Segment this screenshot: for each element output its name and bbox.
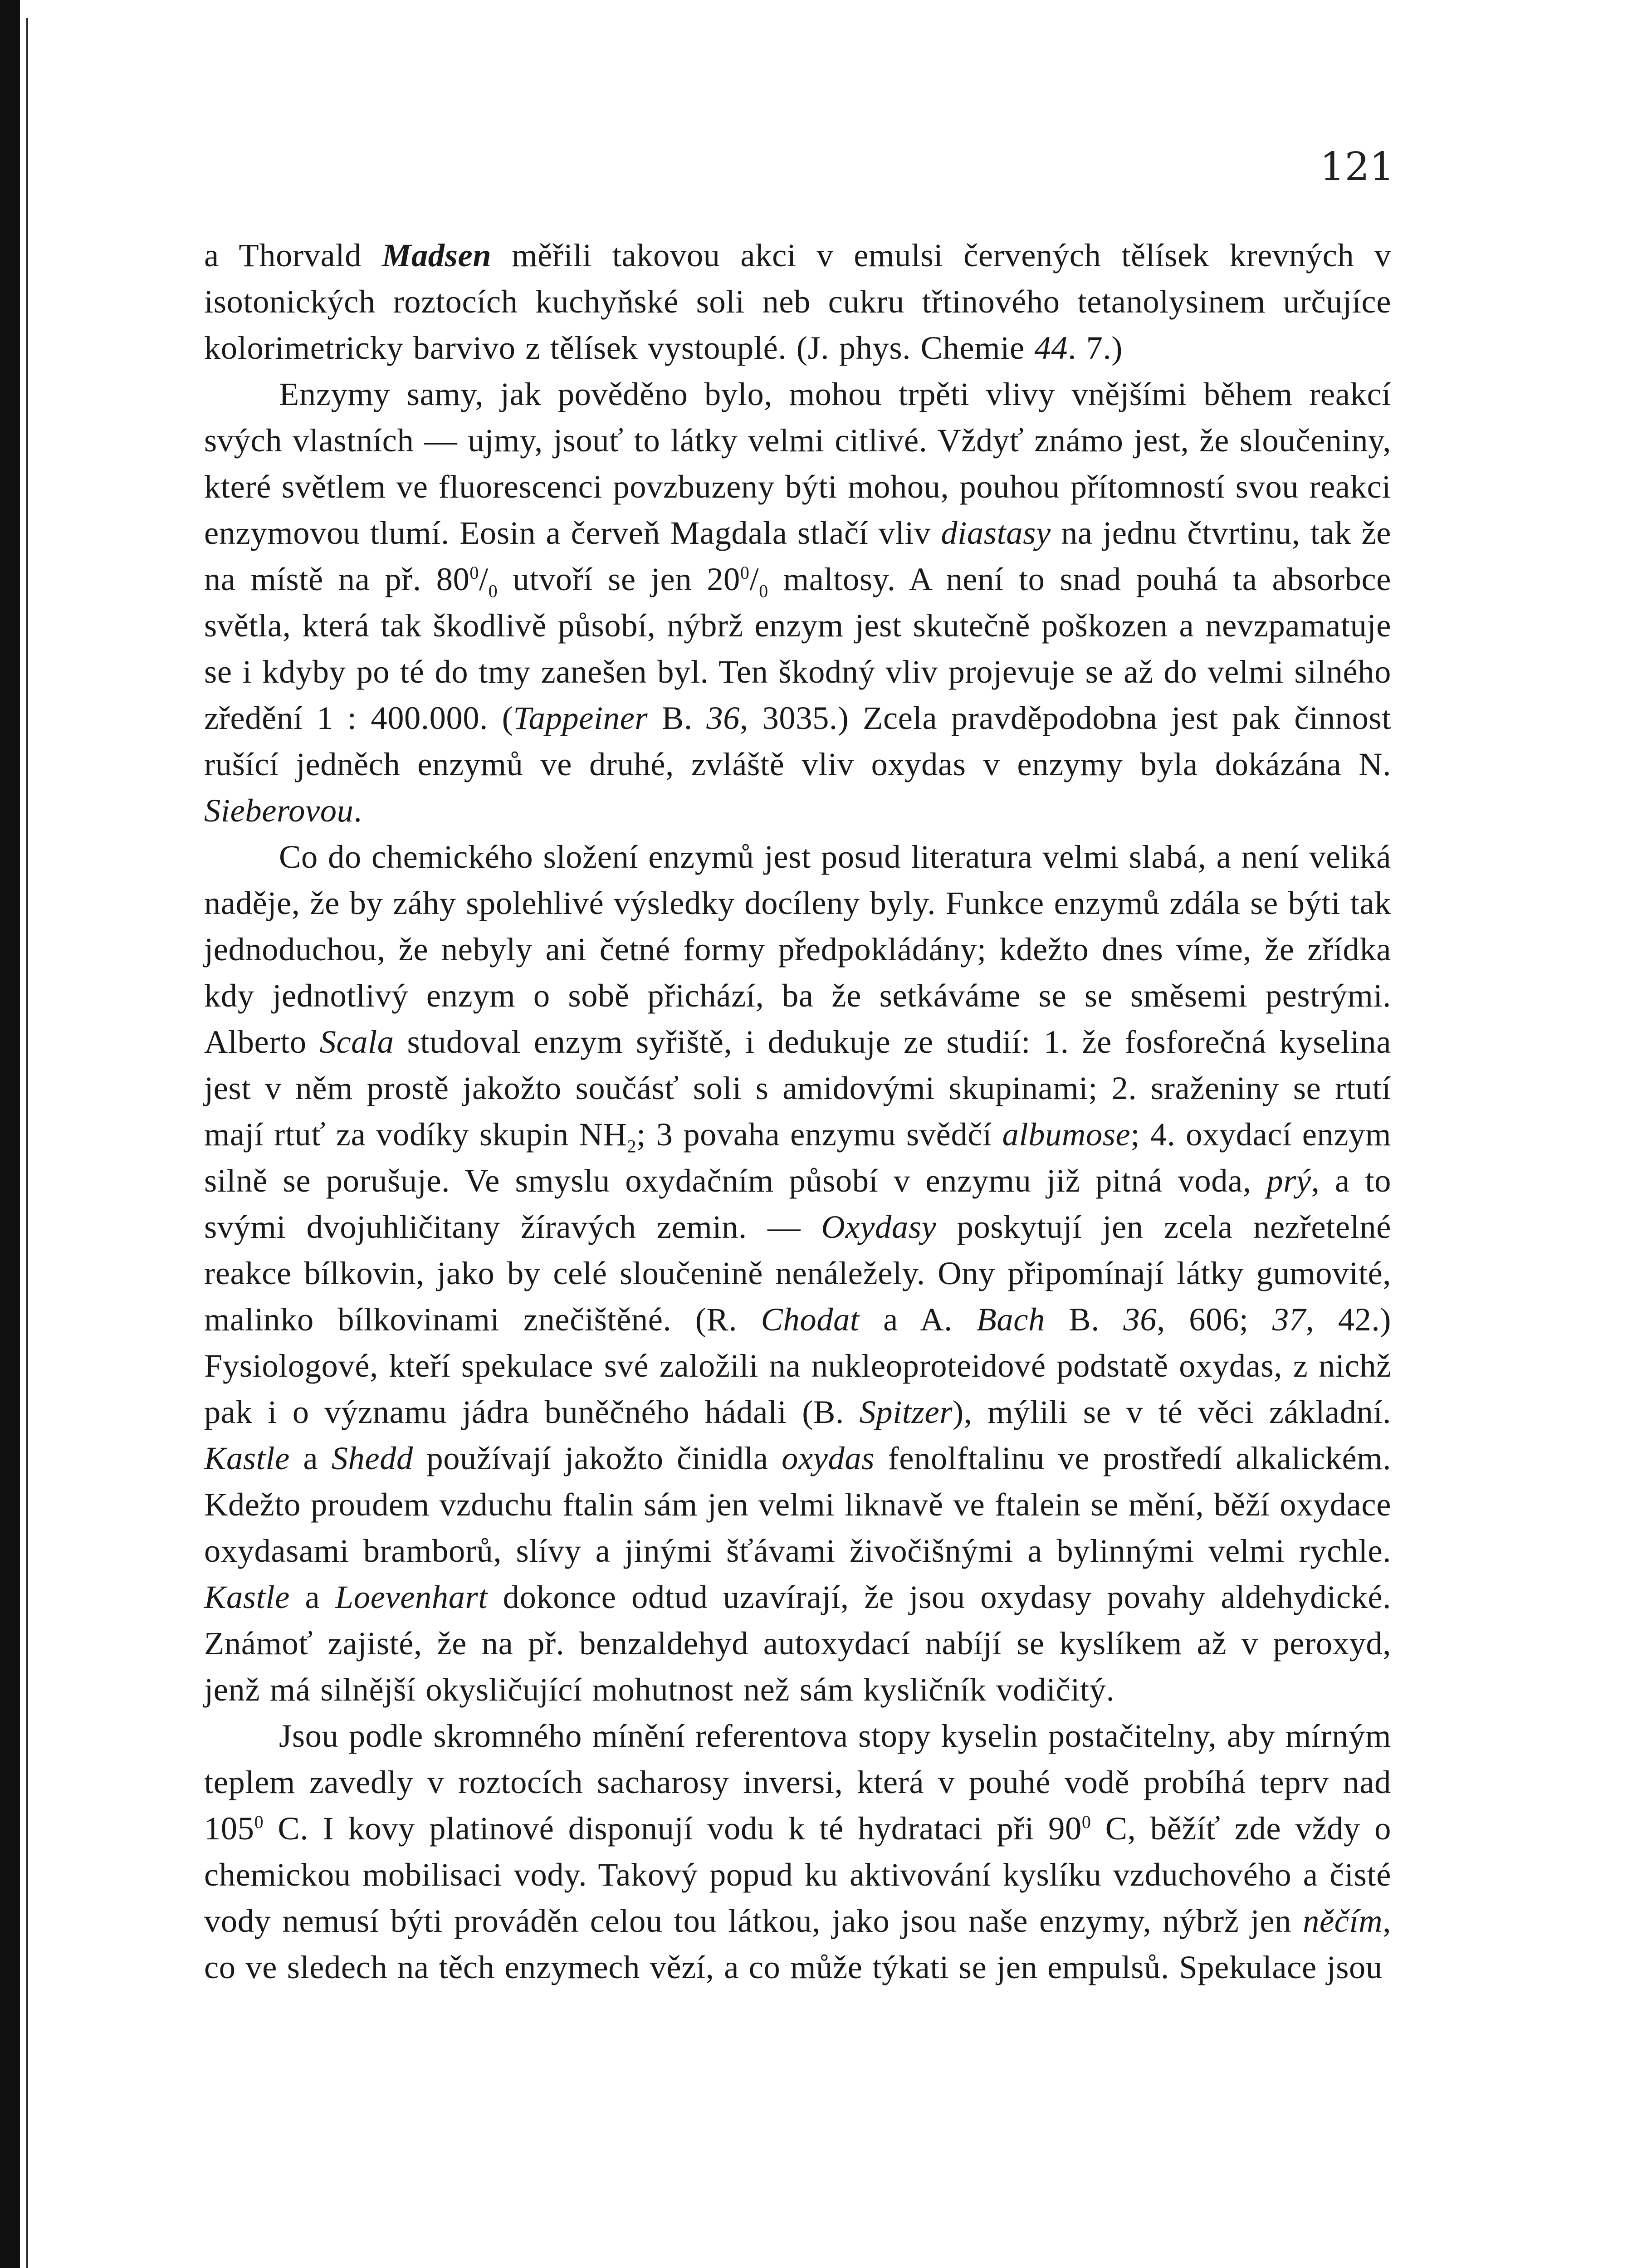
author-name: Scala	[319, 1023, 394, 1060]
text-run: B.	[648, 699, 707, 736]
author-name: Shedd	[331, 1440, 413, 1476]
text-run: B.	[1045, 1301, 1124, 1338]
text-run: poskytují jen zcela nezřetelné reakce bílkovin, jako by celé sloučenině nenáležely. Ony připomínají látky gumovité, malinko bílkovinami znečištěné. (R.	[204, 1208, 1391, 1338]
text-run: .	[353, 792, 362, 829]
italic-term: albumose	[1002, 1116, 1131, 1153]
superscript: 0	[254, 1811, 264, 1832]
text-block	[204, 232, 1391, 1990]
text-run: maltosy. A není to snad pouhá ta absorbce světla, která tak škodlivě působí, nýbrž enzym jest skutečně poškozen a nevzpamatuje se i kdyby po té do tmy zanešen byl. Ten škodný vliv projevuje se až do velmi silného zředění 1 : 400.000. (	[204, 561, 1392, 736]
text-run: ; 3 povaha enzymu svědčí	[636, 1116, 1002, 1153]
text-run: , co ve sledech na těch enzymech vězí, a co může týkati se jen empulsů. Spekulace jsou	[204, 1902, 1391, 1985]
author-name: Loevenhart	[335, 1579, 488, 1615]
text-run: dokonce odtud uzavírají, že jsou oxydasy povahy aldehydické. Známoť zajisté, že na př. benzaldehyd autoxydací nabíjí se kyslíkem až v peroxyd, jenž má silnější okysličující mohutnost než sám kysličník vodičitý.	[204, 1579, 1391, 1708]
subscript: 0	[488, 581, 498, 601]
subscript: 0	[759, 581, 768, 601]
paragraph	[204, 1713, 1391, 1990]
text-run: a Thorvald	[204, 237, 382, 274]
author-name: Chodat	[761, 1301, 860, 1338]
text-run: studoval enzym syřiště, i dedukuje ze studií: 1. že fosforečná kyselina jest v něm prostě jakožto součásť soli s amidovými skupinami; 2. sraženiny se rtutí mají rtuť za vodíky skupin NH	[204, 1023, 1391, 1153]
italic-term: 44	[1034, 329, 1068, 366]
scan-edge-line	[26, 18, 28, 2268]
text-run: Jsou podle skromného mínění referentova stopy kyselin postačitelny, aby mírným teplem zavedly v roztocích sacharosy inversi, která v pouhé vodě probíhá teprv nad 105	[204, 1717, 1391, 1847]
text-run: /	[479, 561, 489, 597]
paragraph	[204, 834, 1391, 1713]
italic-term: 36	[706, 699, 740, 736]
italic-term: prý	[1266, 1162, 1311, 1199]
page-number: 121	[1320, 144, 1394, 190]
text-run: utvoří se jen 20	[498, 561, 740, 597]
text-run: C. I kovy platinové disponují vodu k té hydrataci při 90	[264, 1810, 1082, 1847]
text-run: Enzymy samy, jak pověděno bylo, mohou trpěti vlivy vnějšími během reakcí svých vlastních — ujmy, jsouť to látky velmi citlivé. Vždyť známo jest, že sloučeniny, které světlem ve fluorescenci povzbuzeny býti mohou, pouhou přítomností svou reakci enzymovou tlumí. Eosin a červeň Magdala stlačí vliv	[204, 376, 1391, 551]
superscript: 0	[469, 562, 479, 583]
italic-term: 36	[1123, 1301, 1157, 1338]
text-run: a A.	[859, 1301, 977, 1338]
text-run: fenolftalinu ve prostředí alkalickém. Kdežto proudem vzduchu ftalin sám jen velmi liknavě ve ftalein se mění, běží oxydace oxydasami bramborů, slívy a jinými šťávami živočišnými a bylinnými velmi rychle.	[204, 1440, 1391, 1569]
italic-term: Oxydasy	[821, 1208, 937, 1245]
italic-term: 37	[1272, 1301, 1306, 1338]
scan-edge-left	[0, 0, 20, 2268]
text-run: používají jakožto činidla	[413, 1440, 782, 1476]
italic-term: diastasy	[941, 514, 1051, 551]
text-run: a	[289, 1440, 332, 1476]
text-run: měřili takovou akci v emulsi červených tělísek krevných v isotonických roztocích kuchyňské soli neb cukru třtinového tetanolysinem určujíce kolorimetricky barvivo z tělísek vystouplé. (J. phys. Chemie	[204, 237, 1391, 366]
text-run: Co do chemického složení enzymů jest posud literatura velmi slabá, a není veliká naděje, že by záhy spolehlivé výsledky docíleny byly. Funkce enzymů zdála se býti tak jednoduchou, že nebyly ani četné formy předpokládány; kdežto dnes víme, že zřídka kdy jednotlivý enzym o sobě přichází, ba že setkáváme se se směsemi pestrými. Alberto	[204, 838, 1391, 1060]
text-run: ), mýlili se v té věci základní.	[953, 1393, 1391, 1430]
superscript: 0	[740, 562, 750, 583]
author-name: Spitzer	[859, 1393, 953, 1430]
text-run: C, běžíť zde vždy o chemickou mobilisaci vody. Takový popud ku aktivování kyslíku vzduchového a čisté vody nemusí býti prováděn celou tou látkou, jako jsou naše enzymy, nýbrž jen	[204, 1810, 1391, 1939]
text-run: . 7.)	[1068, 329, 1123, 366]
text-run: , 606;	[1157, 1301, 1272, 1338]
text-run: , a to svými dvojuhličitany žíravých zemin. —	[204, 1162, 1392, 1245]
superscript: 0	[1081, 1811, 1091, 1832]
paragraph	[204, 232, 1391, 371]
text-run: a	[289, 1579, 335, 1615]
author-name: Sieberovou	[204, 792, 354, 829]
author-name: Kastle	[204, 1440, 290, 1476]
text-run: na jednu čtvrtinu, tak že na místě na př. 80	[204, 514, 1392, 597]
author-name: Kastle	[204, 1579, 290, 1615]
italic-term: něčím	[1303, 1902, 1383, 1939]
author-name: Bach	[976, 1301, 1045, 1338]
text-run: ; 4. oxydací enzym silně se porušuje. Ve smyslu oxydačním působí v enzymu již pitná voda,	[204, 1116, 1392, 1199]
italic-term: oxydas	[782, 1440, 875, 1476]
author-name: Madsen	[381, 237, 492, 274]
text-run: /	[749, 561, 759, 597]
author-name: Tappeiner	[513, 699, 648, 736]
subscript: 2	[627, 1136, 637, 1157]
text-run: , 3035.) Zcela pravděpodobna jest pak činnost rušící jedněch enzymů ve druhé, zvláště vliv oxydas v enzymy byla dokázána N.	[204, 699, 1391, 782]
text-run: , 42.) Fysiologové, kteří spekulace své založili na nukleoproteidové podstatě oxydas, z nichž pak i o významu jádra buněčného hádali (B.	[204, 1301, 1391, 1430]
paragraph	[204, 371, 1391, 834]
